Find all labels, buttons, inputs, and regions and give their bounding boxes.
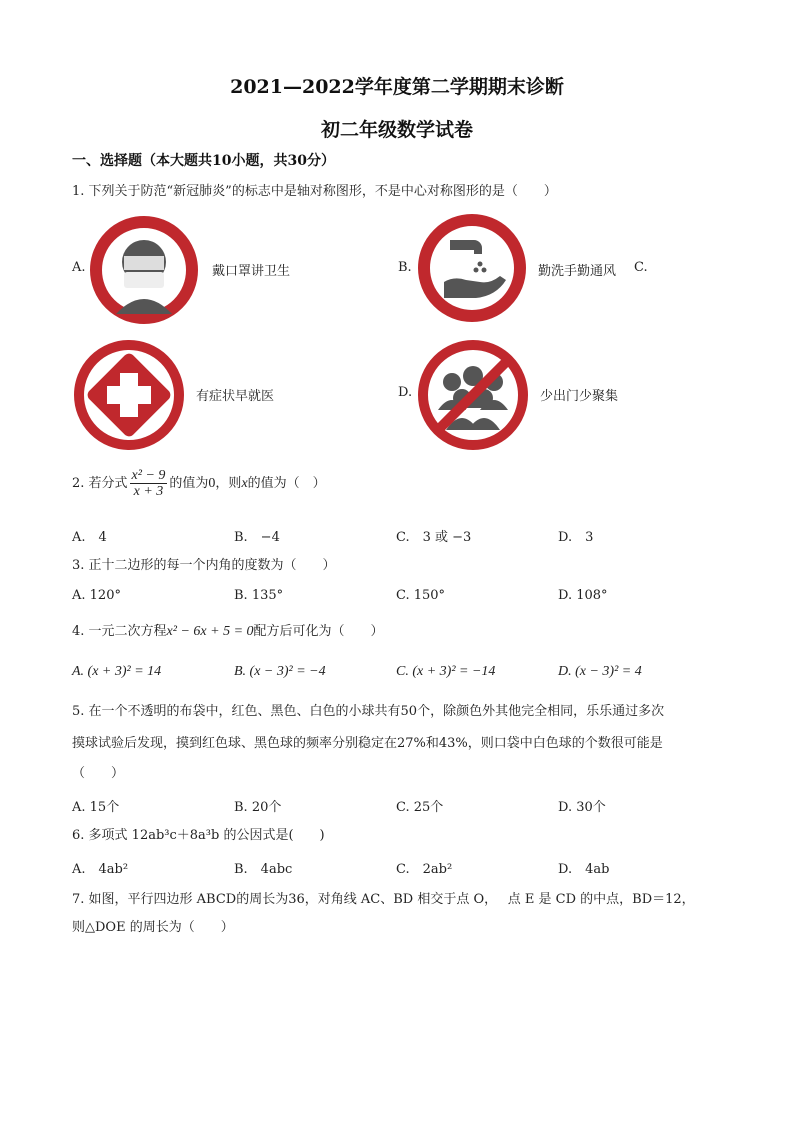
q6-option-b: B. 4abc — [234, 862, 293, 877]
section-heading: 一、选择题（本大题共10小题，共30分） — [72, 153, 335, 169]
q2-stem-suffix: 的值为（ ） — [247, 475, 326, 491]
q6-option-d: D. 4ab — [558, 862, 610, 877]
q1-option-b-text: 勤洗手勤通风 — [538, 264, 617, 279]
q4-stem-prefix: 4. 一元二次方程 — [72, 624, 167, 639]
question-5-line-1: 5. 在一个不透明的布袋中，红色、黑色、白色的小球共有50个，除颜色外其他完全相同，乐乐通过多次 — [72, 704, 665, 719]
q6-option-c: C. 2ab² — [396, 862, 453, 877]
question-1-stem: 1. 下列关于防范“新冠肺炎”的标志中是轴对称图形，不是中心对称图形的是（ ） — [72, 184, 557, 199]
q2-option-b: B. −4 — [234, 530, 280, 545]
question-4-stem — [72, 622, 384, 642]
q5-option-c: C. 25个 — [396, 800, 444, 815]
no-gathering-sign-icon — [416, 338, 530, 452]
q5-option-b: B. 20个 — [234, 800, 282, 815]
q2-option-d: D. 3 — [558, 530, 594, 545]
q3-option-b: B. 135° — [234, 588, 284, 603]
q1-option-a-letter: A. — [72, 260, 86, 275]
question-3-stem: 3. 正十二边形的每一个内角的度数为（ ） — [72, 558, 336, 573]
medical-cross-sign-icon — [72, 338, 186, 452]
question-7-line-2: 则△DOE 的周长为（ ） — [72, 920, 234, 935]
q2-zero: 0 — [208, 475, 216, 491]
q2-fraction — [130, 468, 168, 499]
q4-option-a: A. (x + 3)² = 14 — [72, 664, 162, 679]
mask-sign-icon — [88, 214, 200, 326]
q5-option-a: A. 15个 — [72, 800, 120, 815]
q2-denominator: x + 3 — [133, 484, 164, 499]
q4-equation: x² − 6x + 5 = 0 — [166, 624, 254, 639]
q2-stem-mid2: ，则 — [215, 475, 242, 491]
q2-stem-prefix: 2. 若分式 — [72, 475, 128, 491]
question-7-line-1: 7. 如图，平行四边形 ABCD的周长为36，对角线 AC、BD 相交于点 O， 点 E 是 CD 的中点，BD＝12， — [72, 892, 695, 907]
q2-stem-mid: 的值为 — [169, 475, 209, 491]
q1-option-c-text: 有症状早就医 — [196, 389, 275, 404]
q4-stem-suffix: 配方后可化为（ ） — [253, 624, 384, 639]
exam-subtitle: 初二年级数学试卷 — [320, 119, 473, 141]
q2-numerator: x² − 9 — [131, 468, 166, 483]
q3-option-d: D. 108° — [558, 588, 608, 603]
q1-option-d-letter: D. — [398, 385, 413, 400]
q3-option-c: C. 150° — [396, 588, 446, 603]
q2-option-a: A. 4 — [72, 530, 107, 545]
q1-option-b-letter: B. — [398, 260, 412, 275]
hand-wash-sign-icon — [416, 212, 528, 324]
q1-option-a-text: 戴口罩讲卫生 — [212, 264, 291, 279]
q5-option-d: D. 30个 — [558, 800, 606, 815]
q4-option-d: D. (x − 3)² = 4 — [558, 664, 642, 679]
q2-option-c: C. 3 或 −3 — [396, 530, 472, 545]
exam-title: 2021—2022学年度第二学期期末诊断 — [230, 76, 564, 98]
q1-option-c-letter: C. — [634, 260, 648, 275]
q2-variable: x — [241, 475, 248, 491]
q3-option-a: A. 120° — [72, 588, 121, 603]
q1-option-d-text: 少出门少聚集 — [540, 389, 619, 404]
q4-option-b: B. (x − 3)² = −4 — [234, 664, 326, 679]
q6-option-a: A. 4ab² — [72, 862, 129, 877]
question-5-line-2: 摸球试验后发现，摸到红色球、黑色球的频率分别稳定在27%和43%，则口袋中白色球的个数很可能是 — [72, 736, 663, 751]
question-5-line-3: （ ） — [72, 766, 125, 781]
question-2-stem — [72, 468, 326, 499]
q4-option-c: C. (x + 3)² = −14 — [396, 664, 496, 679]
question-6-stem: 6. 多项式 12ab³c＋8a³b 的公因式是( ) — [72, 828, 325, 843]
